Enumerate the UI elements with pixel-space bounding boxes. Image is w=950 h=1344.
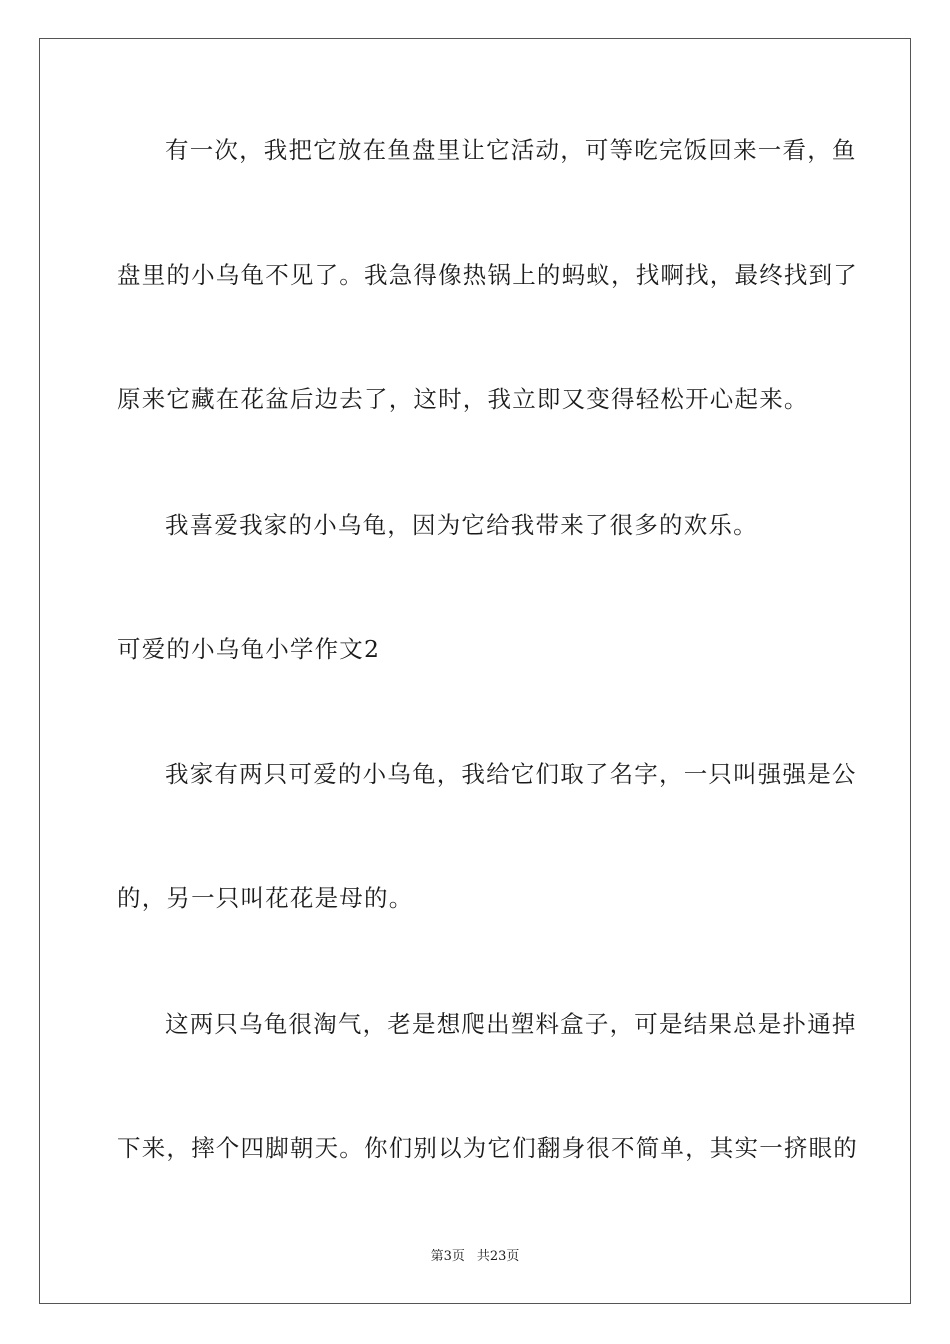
page-border [39,38,911,1304]
paragraph-line: 盘里的小乌龟不见了。我急得像热锅上的蚂蚁，找啊找，最终找到了 [117,261,858,289]
paragraph-line: 我家有两只可爱的小乌龟，我给它们取了名字，一只叫强强是公 [165,760,857,788]
page-total: 共23页 [476,1249,520,1264]
paragraph-line: 的，另一只叫花花是母的。 [117,884,414,912]
page-number: 第3页 [430,1249,465,1264]
paragraph-line: 我喜爱我家的小乌龟，因为它给我带来了很多的欢乐。 [165,511,758,539]
paragraph-line: 有一次，我把它放在鱼盘里让它活动，可等吃完饭回来一看，鱼 [165,136,857,164]
section-heading: 可爱的小乌龟小学作文2 [117,635,381,663]
paragraph-line: 下来，摔个四脚朝天。你们别以为它们翻身很不简单，其实一挤眼的 [117,1134,858,1162]
paragraph-line: 原来它藏在花盆后边去了，这时，我立即又变得轻松开心起来。 [117,385,809,413]
paragraph-line: 这两只乌龟很淘气，老是想爬出塑料盒子，可是结果总是扑通掉 [165,1010,857,1038]
page-footer [0,1248,950,1266]
